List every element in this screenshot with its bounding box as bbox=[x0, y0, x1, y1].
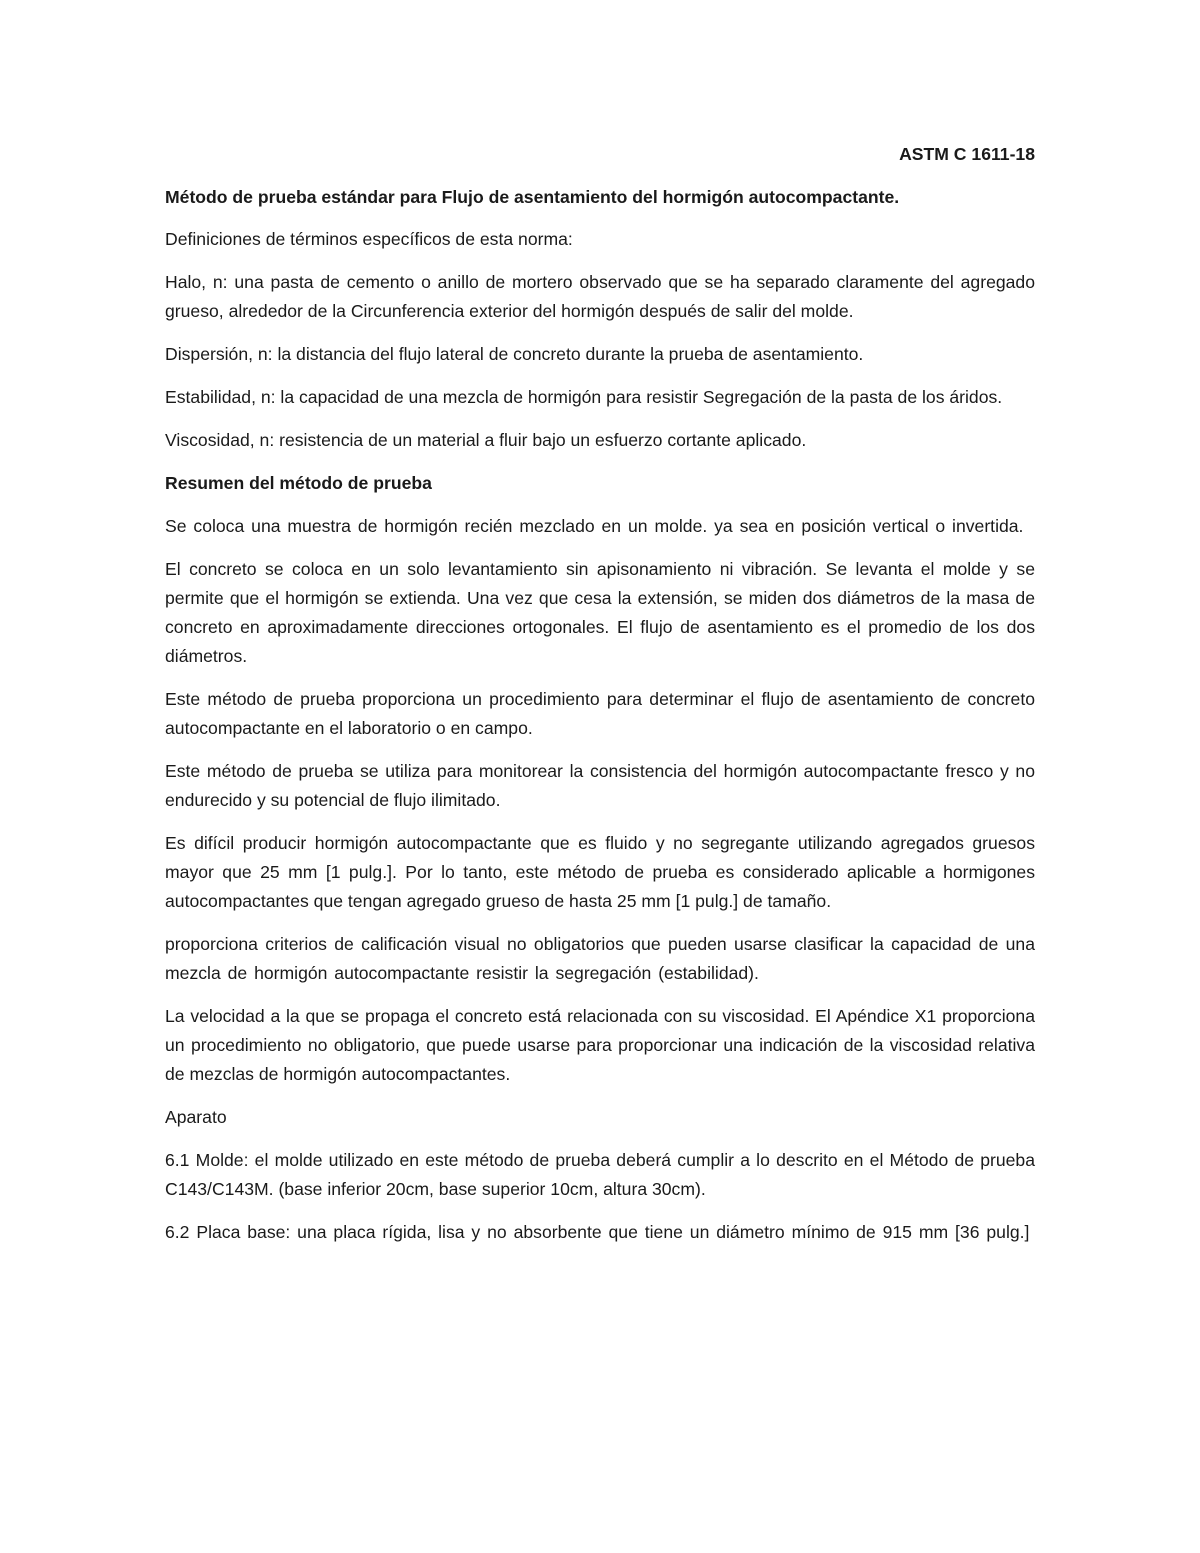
standard-code: ASTM C 1611-18 bbox=[899, 144, 1035, 164]
definition-dispersion: Dispersión, n: la distancia del flujo lateral de concreto durante la prueba de asentamiento. bbox=[165, 344, 864, 364]
summary-paragraph: El concreto se coloca en un solo levantamiento sin apisonamiento ni vibración. Se levanta el molde y se permite que el hormigón se extienda. Una vez que cesa la extensión, se miden dos diámetros de la masa de concreto en aproximadamente direcciones ortogonales. El flujo de asentamiento es el promedio de los dos diámetros. bbox=[165, 559, 1035, 666]
definition-stability: Estabilidad, n: la capacidad de una mezcla de hormigón para resistir Segregación de la pasta de los áridos. bbox=[165, 387, 1003, 407]
definition-viscosity: Viscosidad, n: resistencia de un material a fluir bajo un esfuerzo cortante aplicado. bbox=[165, 430, 807, 450]
summary-paragraph: Este método de prueba proporciona un procedimiento para determinar el flujo de asentamiento de concreto autocompactante en el laboratorio o en campo. bbox=[165, 689, 1035, 738]
summary-heading: Resumen del método de prueba bbox=[165, 473, 432, 493]
apparatus-item: 6.2 Placa base: una placa rígida, lisa y no absorbente que tiene un diámetro mínimo de 915 mm [36 pulg.] bbox=[165, 1222, 1030, 1242]
apparatus-heading: Aparato bbox=[165, 1107, 227, 1127]
definitions-intro: Definiciones de términos específicos de esta norma: bbox=[165, 229, 573, 249]
document-content bbox=[165, 140, 1035, 1261]
summary-paragraph: proporciona criterios de calificación visual no obligatorios que pueden usarse clasificar la capacidad de una mezcla de hormigón autocompactante resistir la segregación (estabilidad). bbox=[165, 934, 1035, 983]
summary-paragraph: La velocidad a la que se propaga el concreto está relacionada con su viscosidad. El Apéndice X1 proporciona un procedimiento no obligatorio, que puede usarse para proporcionar una indicación de la viscosidad relativa de mezclas de hormigón autocompactantes. bbox=[165, 1006, 1035, 1084]
summary-paragraph: Es difícil producir hormigón autocompactante que es fluido y no segregante utilizando agregados gruesos mayor que 25 mm [1 pulg.]. Por lo tanto, este método de prueba es considerado aplicable a hormigones autocompactantes que tengan agregado grueso de hasta 25 mm [1 pulg.] de tamaño. bbox=[165, 833, 1035, 911]
definition-halo: Halo, n: una pasta de cemento o anillo de mortero observado que se ha separado claramente del agregado grueso, alrededor de la Circunferencia exterior del hormigón después de salir del molde. bbox=[165, 272, 1035, 321]
document-title: Método de prueba estándar para Flujo de asentamiento del hormigón autocompactante. bbox=[165, 187, 900, 207]
summary-paragraph: Este método de prueba se utiliza para monitorear la consistencia del hormigón autocompactante fresco y no endurecido y su potencial de flujo ilimitado. bbox=[165, 761, 1035, 810]
apparatus-item: 6.1 Molde: el molde utilizado en este método de prueba deberá cumplir a lo descrito en el Método de prueba C143/C143M. (base inferior 20cm, base superior 10cm, altura 30cm). bbox=[165, 1150, 1035, 1199]
summary-paragraph: Se coloca una muestra de hormigón recién mezclado en un molde. ya sea en posición vertical o invertida. bbox=[165, 516, 1024, 536]
